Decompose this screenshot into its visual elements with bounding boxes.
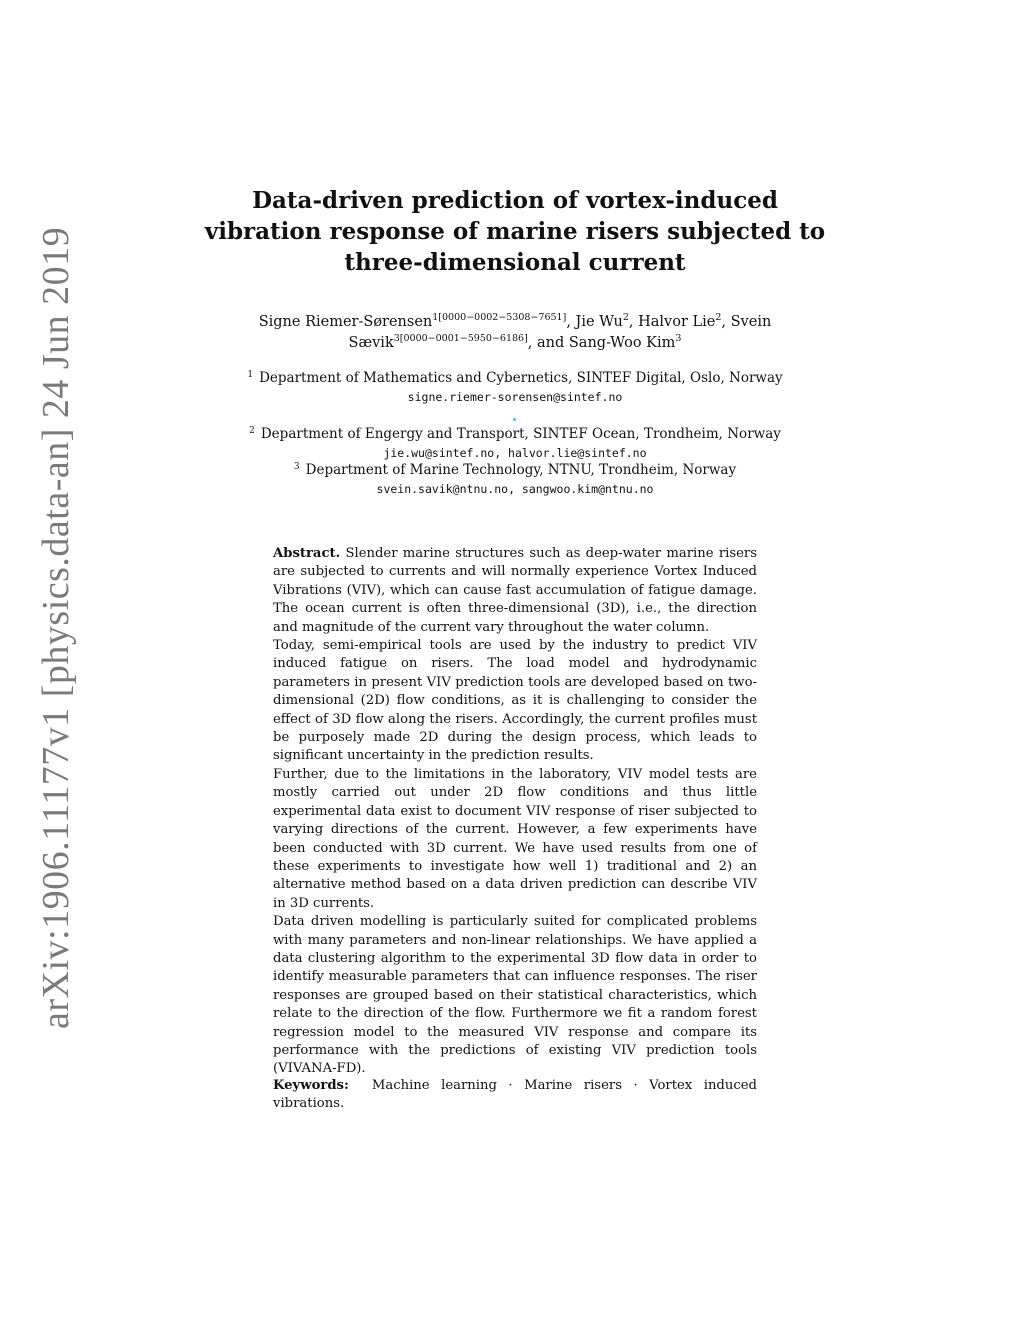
paper-title [160, 185, 870, 278]
affiliation-text: Department of Marine Technology, NTNU, Trondheim, Norway [305, 462, 737, 478]
stray-mark [513, 418, 516, 421]
affiliation-text: Department of Mathematics and Cybernetics, SINTEF Digital, Oslo, Norway [259, 370, 783, 386]
author-name: , Jie Wu [566, 314, 623, 330]
author-name: Sævik [348, 335, 394, 351]
keywords [273, 1077, 757, 1114]
author-name: Signe Riemer-Sørensen [258, 314, 433, 330]
abstract-paragraph: Further, due to the limitations in the laboratory, VIV model tests are mostly carried out under 2D flow conditions and thus little experimental data exist to document VIV response of riser subjected to varying directions of the current. However, a few experiments have been conducted with 3D current. We have used results from one of these experiments to investigate how well 1) traditional and 2) an alternative method based on a data driven prediction can describe VIV in 3D currents. [273, 766, 757, 911]
title-line: vibration response of marine risers subjected to [204, 218, 826, 245]
affiliation-number: 3 [293, 461, 300, 472]
affiliation-1 [140, 369, 890, 407]
author-sup: 3[0000−0001−5950−6186] [393, 333, 528, 345]
affiliation-text: Department of Engergy and Transport, SINTEF Ocean, Trondheim, Norway [260, 426, 781, 442]
author-name: , Svein [721, 314, 772, 330]
author-sup: 1[0000−0002−5308−7651] [432, 312, 567, 324]
affiliation-3 [140, 461, 890, 499]
affiliation-2 [140, 425, 890, 463]
title-line: three-dimensional current [344, 249, 686, 276]
affiliation-email: jie.wu@sintef.no, halvor.lie@sintef.no [383, 446, 647, 460]
author-name: , Halvor Lie [628, 314, 716, 330]
affiliation-number: 2 [249, 425, 255, 436]
author-sup: 3 [675, 333, 682, 345]
title-line: Data-driven prediction of vortex-induced [252, 187, 778, 214]
arxiv-identifier: arXiv:1906.11177v1 [physics.data-an] 24 Jun 2019 [35, 226, 77, 1029]
affiliation-number: 1 [247, 369, 254, 380]
affiliation-email: signe.riemer-sorensen@sintef.no [407, 390, 623, 404]
abstract-paragraph: Data driven modelling is particularly suited for complicated problems with many parameters and non-linear relationships. We have applied a data clustering algorithm to the experimental 3D flow data in order to identify measurable parameters that can influence responses. The riser responses are grouped based on their statistical characteristics, which relate to the direction of the flow. Furthermore we fit a random forest regression model to the measured VIV response and compare its performance with the predictions of existing VIV prediction tools (VIVANA-FD). [273, 914, 757, 1077]
author-list [200, 312, 830, 354]
abstract [273, 545, 757, 1079]
abstract-text: Slender marine structures such as deep-water marine risers are subjected to currents and will normally experience Vortex Induced Vibrations (VIV), which can cause fast accumulation of fatigue damage. The ocean current is often three-dimensional (3D), i.e., the direction and magnitude of the current vary throughout the water column. [273, 546, 757, 635]
abstract-paragraph: Today, semi-empirical tools are used by the industry to predict VIV induced fatigue on risers. The load model and hydrodynamic parameters in present VIV prediction tools are developed based on two-dimensional (2D) flow conditions, as it is challenging to consider the effect of 3D flow along the risers. Accordingly, the current profiles must be purposely made 2D during the design process, which leads to significant uncertainty in the prediction results. [273, 638, 757, 764]
abstract-paragraph [273, 545, 757, 637]
author-name: , and Sang-Woo Kim [527, 335, 676, 351]
abstract-label: Abstract. [273, 546, 341, 561]
author-sup: 2 [715, 312, 722, 324]
keywords-text: Machine learning · Marine risers · Vortex induced vibrations. [273, 1078, 758, 1112]
keywords-label: Keywords: [273, 1078, 349, 1093]
author-sup: 2 [622, 312, 629, 324]
affiliation-email: svein.savik@ntnu.no, sangwoo.kim@ntnu.no [376, 482, 654, 496]
